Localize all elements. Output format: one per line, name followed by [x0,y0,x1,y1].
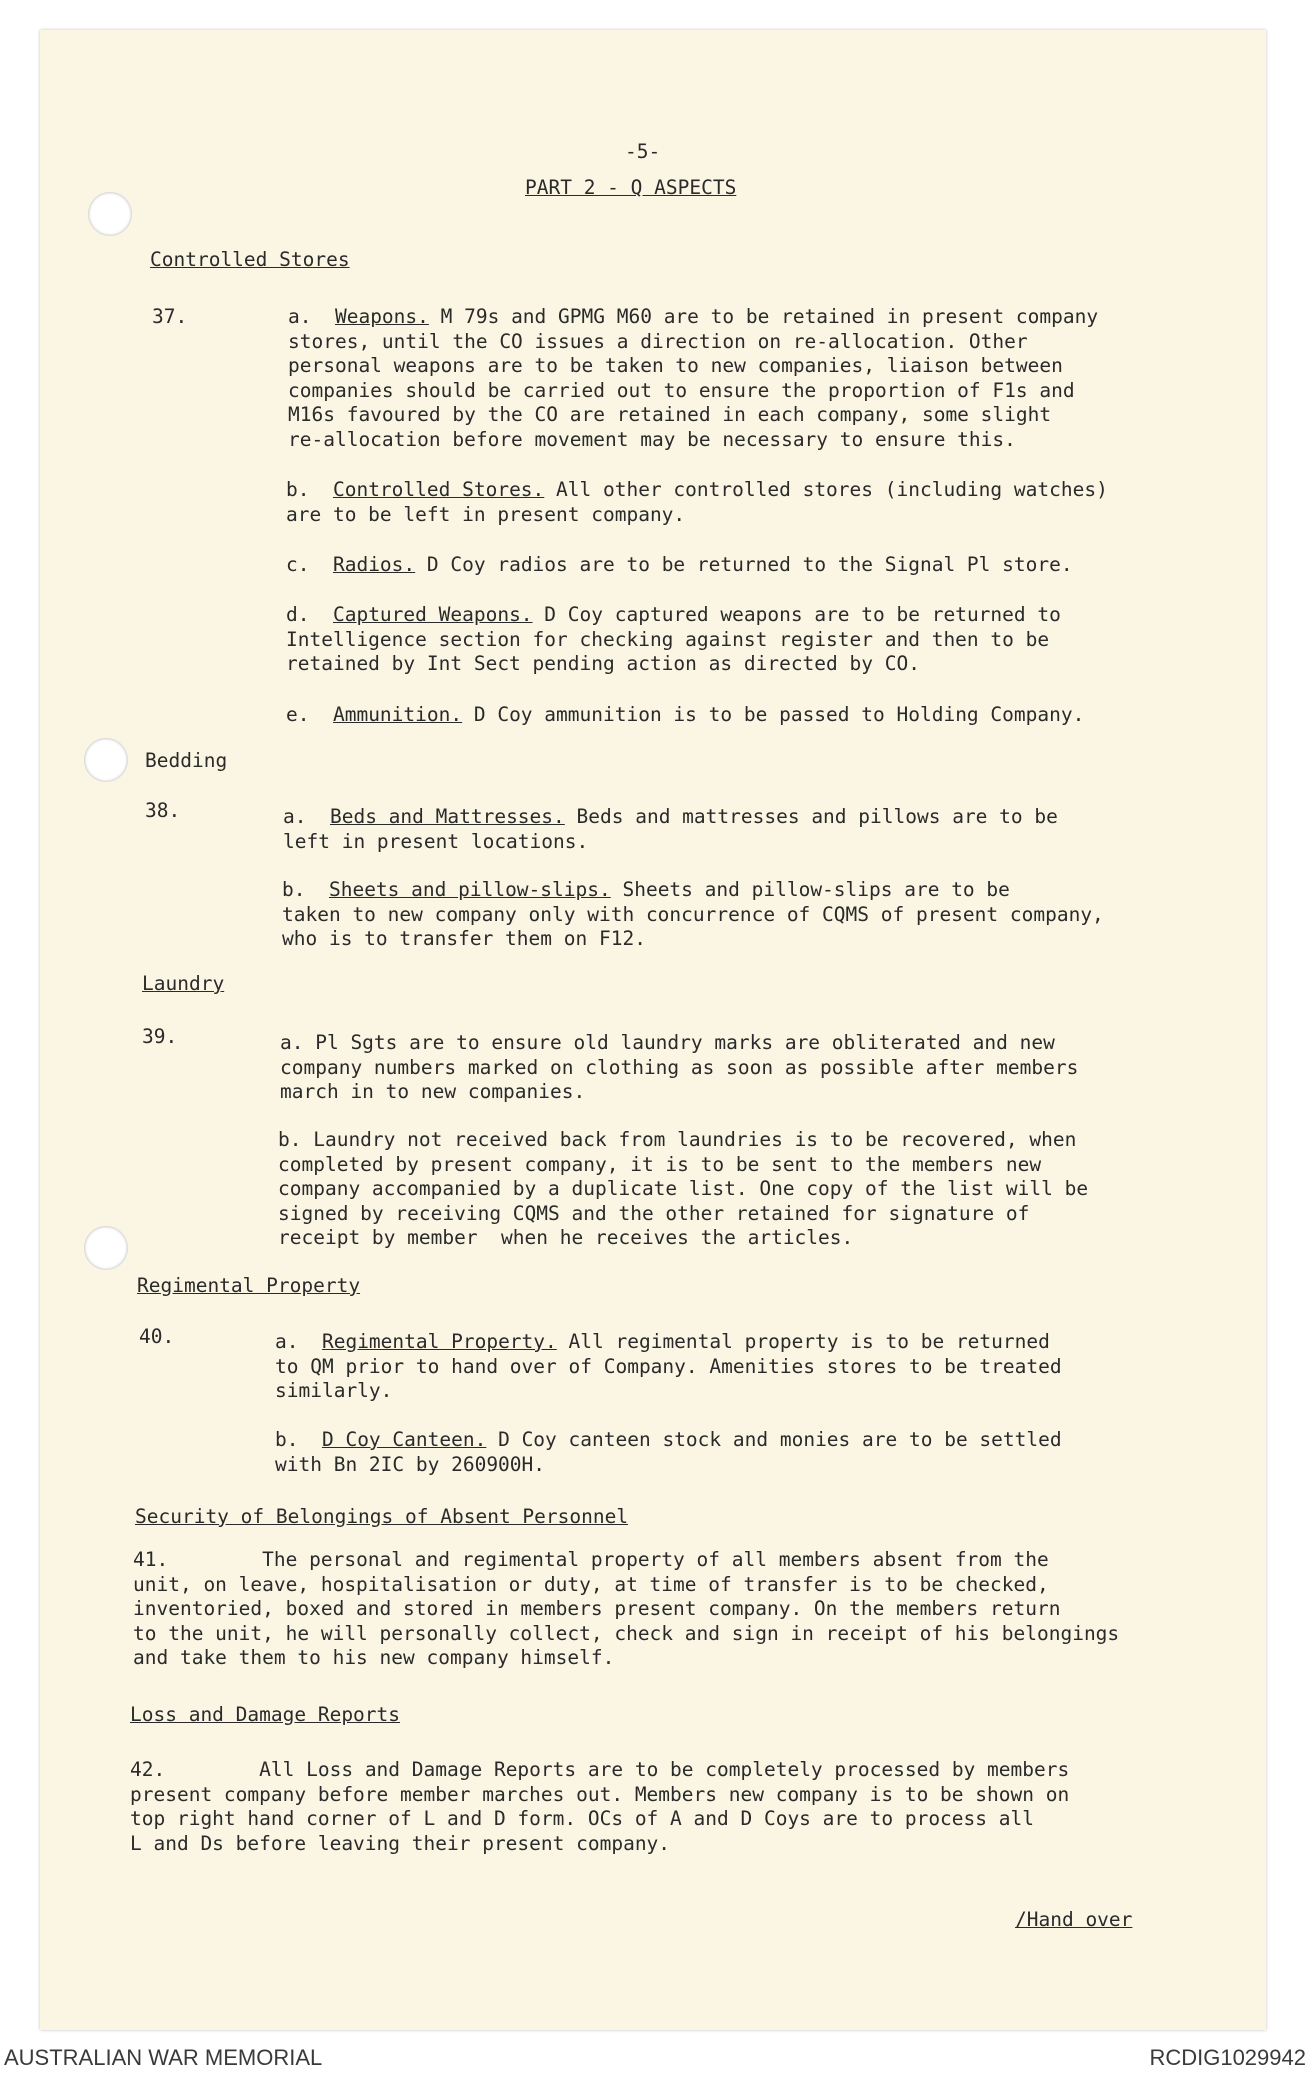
subparagraph-letter: b. [275,1428,299,1451]
subparagraph-letter: e. [286,703,310,726]
section-heading: Controlled Stores [150,248,350,271]
subparagraph-letter: a. [275,1330,299,1353]
subparagraph-text: Laundry not received back from laundries is to be recovered, when completed by present company, it is to be sent to the members new company accompanied by a duplicate list. One copy of the list will be signed by receiving CQMS and the other retained for signature of receipt by member when he receives the articles. [278,1128,1089,1249]
subparagraph [275,1428,1062,1477]
section-heading: Loss and Damage Reports [130,1703,401,1726]
subparagraph-text: D Coy radios are to be returned to the Signal Pl store. [415,553,1073,576]
subparagraph-letter: b. [286,478,310,501]
footer-archive-name: AUSTRALIAN WAR MEMORIAL [4,2045,323,2070]
paragraph-number: 38. [145,799,181,822]
subparagraph [286,478,1108,527]
subparagraph [286,553,1073,578]
subparagraph [286,603,1061,677]
subparagraph-title: Weapons. [334,305,429,328]
subparagraph-title: Radios. [332,553,416,576]
page-title: PART 2 - Q ASPECTS [525,176,737,199]
subparagraph-text: D Coy canteen stock and monies are to be settled with Bn 2IC by 260900H. [275,1428,1062,1476]
subparagraph-letter: c. [286,553,310,576]
subparagraph-letter: d. [286,603,310,626]
subparagraph-letter: a. [288,305,312,328]
subparagraph-text: All regimental property is to be returned to QM prior to hand over of Company. Amenities stores to be treated similarly. [275,1330,1062,1402]
paragraph-text: All Loss and Damage Reports are to be completely processed by members present company before member marches out. Members new company is to be shown on top right hand corner of L and D form. OCs of A and D Coys are to process all L and Ds before leaving their present company. [130,1758,1070,1855]
section-heading: Laundry [142,972,225,995]
subparagraph [283,805,1058,854]
paragraph-number: 42. [130,1758,166,1781]
subparagraph [278,1128,1088,1251]
punch-hole [84,738,128,782]
paragraph-number: 39. [142,1025,178,1048]
section-heading: Security of Belongings of Absent Personnel [135,1505,629,1528]
subparagraph-text: Sheets and pillow-slips are to be taken to new company only with concurrence of CQMS of present company, who is to transfer them on F12. [282,878,1104,950]
subparagraph-letter: a. [280,1031,304,1054]
footer-record-id: RCDIG1029942 [1149,2045,1306,2070]
subparagraph-text: Pl Sgts are to ensure old laundry marks are obliterated and new company numbers marked on clothing as soon as possible after members march in to new companies. [280,1031,1079,1103]
section-heading: Bedding [145,749,228,772]
subparagraph-title: Sheets and pillow-slips. [328,878,611,901]
paragraph [130,1758,1069,1856]
paragraph-number: 40. [139,1325,175,1348]
subparagraph [275,1330,1062,1404]
subparagraph-text: All other controlled stores (including watches) are to be left in present company. [286,478,1108,526]
subparagraph [286,703,1084,728]
subparagraph-title: Controlled Stores. [332,478,545,501]
subparagraph-letter: b. [282,878,306,901]
continuation-note: /Hand over [1015,1908,1133,1931]
subparagraph-title: Captured Weapons. [332,603,533,626]
punch-hole [84,1226,128,1270]
subparagraph-title: Ammunition. [332,703,463,726]
subparagraph-text: M 79s and GPMG M60 are to be retained in present company stores, until the CO issues a direction on re-allocation. Other personal weapons are to be taken to new companies, liaison between companies should be carried out to ensure the proportion of F1s and M16s favoured by the CO are retained in each company, some slight re-allocation before movement may be necessary to ensure this. [288,305,1099,451]
paragraph-number: 41. [133,1548,169,1571]
paragraph-text: The personal and regimental property of all members absent from the unit, on leave, hospitalisation or duty, at time of transfer is to be checked, inventoried, boxed and stored in members present company. On the members return to the unit, he will personally collect, check and sign in receipt of his belongings and take them to his new company himself. [133,1548,1120,1669]
subparagraph-text: D Coy captured weapons are to be returned to Intelligence section for checking against register and then to be retained by Int Sect pending action as directed by CO. [286,603,1061,675]
subparagraph-letter: a. [283,805,307,828]
subparagraph-letter: b. [278,1128,302,1151]
punch-hole [88,192,132,236]
subparagraph-title: D Coy Canteen. [321,1428,487,1451]
subparagraph [288,305,1098,452]
paragraph [133,1548,1119,1671]
subparagraph-title: Regimental Property. [321,1330,557,1353]
subparagraph-text: D Coy ammunition is to be passed to Holding Company. [462,703,1085,726]
subparagraph [282,878,1104,952]
subparagraph-title: Beds and Mattresses. [329,805,565,828]
subparagraph-text: Beds and mattresses and pillows are to be left in present locations. [283,805,1058,853]
paragraph-number: 37. [152,305,188,328]
page-number: -5- [625,140,661,163]
subparagraph [280,1031,1078,1105]
section-heading: Regimental Property [137,1274,361,1297]
